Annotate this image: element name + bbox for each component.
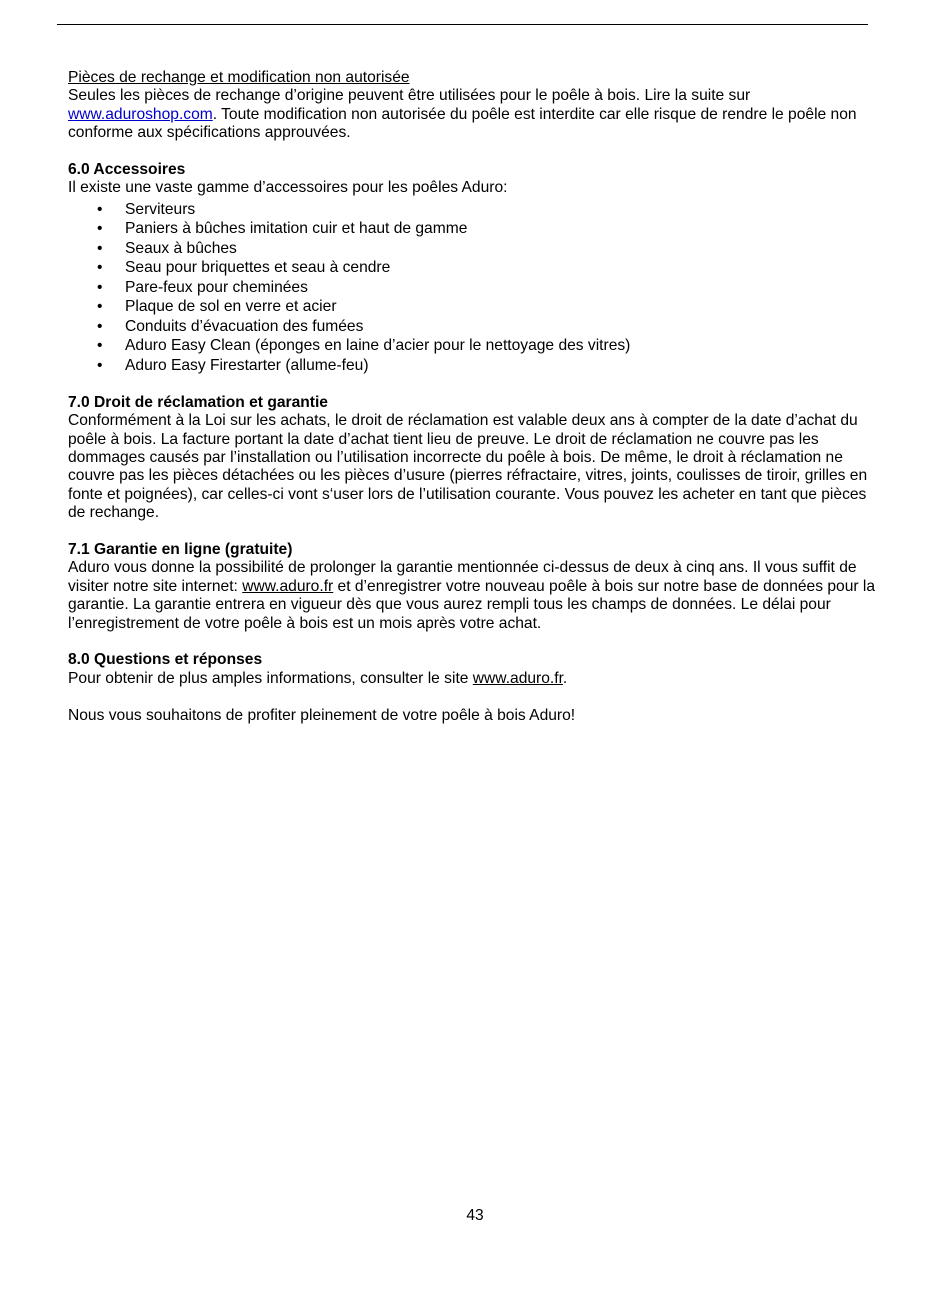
spacer xyxy=(68,688,883,706)
list-item xyxy=(68,317,883,337)
list-item-label: Conduits d’évacuation des fumées xyxy=(125,317,364,335)
warranty-paragraph: Conformément à la Loi sur les achats, le droit de réclamation est valable deux ans à compter de la date d’achat du poêle à bois. La facture portant la date d’achat tient lieu de preuve. Le droit de réclamation ne couvre pas les dommages causés par l’installation ou l’utilisation incorrecte du poêle à bois. De même, le droit à réclamation ne couvre pas les pièces détachées ou les pièces d’usure (pierres réfractaire, vitres, joints, coulisses de tiroir, grilles en fonte et poignées), car celles-ci vont s‘user lors de l’utilisation courante. Vous pouvez les acheter en tant que pièces de rechange. xyxy=(68,412,868,522)
spare-parts-text-2: . Toute modification non autorisée du poêle est interdite car elle risque de rendre le poêle non conforme aux spécifications approuvées. xyxy=(68,105,857,142)
list-item-label: Aduro Easy Firestarter (allume-feu) xyxy=(125,356,369,374)
list-item xyxy=(68,258,883,278)
page-number: 43 xyxy=(466,1207,484,1224)
spacer xyxy=(68,633,883,651)
list-item xyxy=(68,200,883,220)
bullet-icon: • xyxy=(97,239,103,257)
bullet-icon: • xyxy=(97,337,103,355)
spare-parts-title: Pièces de rechange et modification non autorisée xyxy=(68,69,410,86)
questions-heading: 8.0 Questions et réponses xyxy=(68,651,263,669)
list-item-label: Paniers à bûches imitation cuir et haut de gamme xyxy=(125,220,468,238)
spacer xyxy=(68,523,883,541)
list-item xyxy=(68,239,883,259)
questions-text-1: Pour obtenir de plus amples informations, consulter le site xyxy=(68,669,473,687)
list-item xyxy=(68,278,883,298)
bullet-icon: • xyxy=(97,259,103,277)
bullet-icon: • xyxy=(97,317,103,335)
closing-sentence: Nous vous souhaitons de profiter pleinement de votre poêle à bois Aduro! xyxy=(68,706,576,724)
spare-parts-paragraph xyxy=(68,87,883,142)
document-body xyxy=(68,69,883,725)
bullet-icon: • xyxy=(97,298,103,316)
bullet-icon: • xyxy=(97,200,103,218)
list-item xyxy=(68,336,883,356)
spacer xyxy=(68,375,883,393)
aduro-link[interactable]: www.aduro.fr xyxy=(242,577,334,595)
bullet-icon: • xyxy=(97,220,103,238)
list-item-label: Aduro Easy Clean (éponges en laine d’acier pour le nettoyage des vitres) xyxy=(125,337,631,355)
list-item-label: Pare-feux pour cheminées xyxy=(125,278,308,296)
online-warranty-heading: 7.1 Garantie en ligne (gratuite) xyxy=(68,540,293,558)
warranty-heading: 7.0 Droit de réclamation et garantie xyxy=(68,393,328,411)
list-item xyxy=(68,356,883,376)
accessories-list xyxy=(68,200,883,376)
accessories-heading: 6.0 Accessoires xyxy=(68,161,186,179)
questions-text-2: . xyxy=(562,669,568,687)
bullet-icon: • xyxy=(97,356,103,374)
list-item-label: Seaux à bûches xyxy=(125,239,237,257)
accessories-intro: Il existe une vaste gamme d’accessoires pour les poêles Aduro: xyxy=(68,179,508,197)
online-warranty-text-2: et d’enregistrer votre nouveau poêle à bois sur notre base de données pour la garantie. La garantie entrera en vigueur dès que vous aurez rempli tous les champs de données. Le délai pour l’enregistrement de votre poêle à bois est un mois après votre achat. xyxy=(68,577,876,632)
online-warranty-text-1: Aduro vous donne la possibilité de prolonger la garantie mentionnée ci-dessus de deux à cinq ans. Il vous suffit de visiter notre site internet: xyxy=(68,559,857,595)
list-item-label: Seau pour briquettes et seau à cendre xyxy=(125,259,391,277)
spacer xyxy=(68,143,883,161)
list-item-label: Serviteurs xyxy=(125,200,196,218)
online-warranty-paragraph xyxy=(68,559,883,633)
header-rule xyxy=(57,24,868,25)
list-item-label: Plaque de sol en verre et acier xyxy=(125,298,337,316)
spare-parts-text-1: Seules les pièces de rechange d’origine peuvent être utilisées pour le poêle à bois. Lire la suite sur xyxy=(68,87,751,105)
aduroshop-link[interactable]: www.aduroshop.com xyxy=(68,105,213,123)
bullet-icon: • xyxy=(97,278,103,296)
aduro-link-2[interactable]: www.aduro.fr xyxy=(472,669,563,687)
list-item xyxy=(68,297,883,317)
list-item xyxy=(68,219,883,239)
questions-paragraph xyxy=(68,670,883,688)
